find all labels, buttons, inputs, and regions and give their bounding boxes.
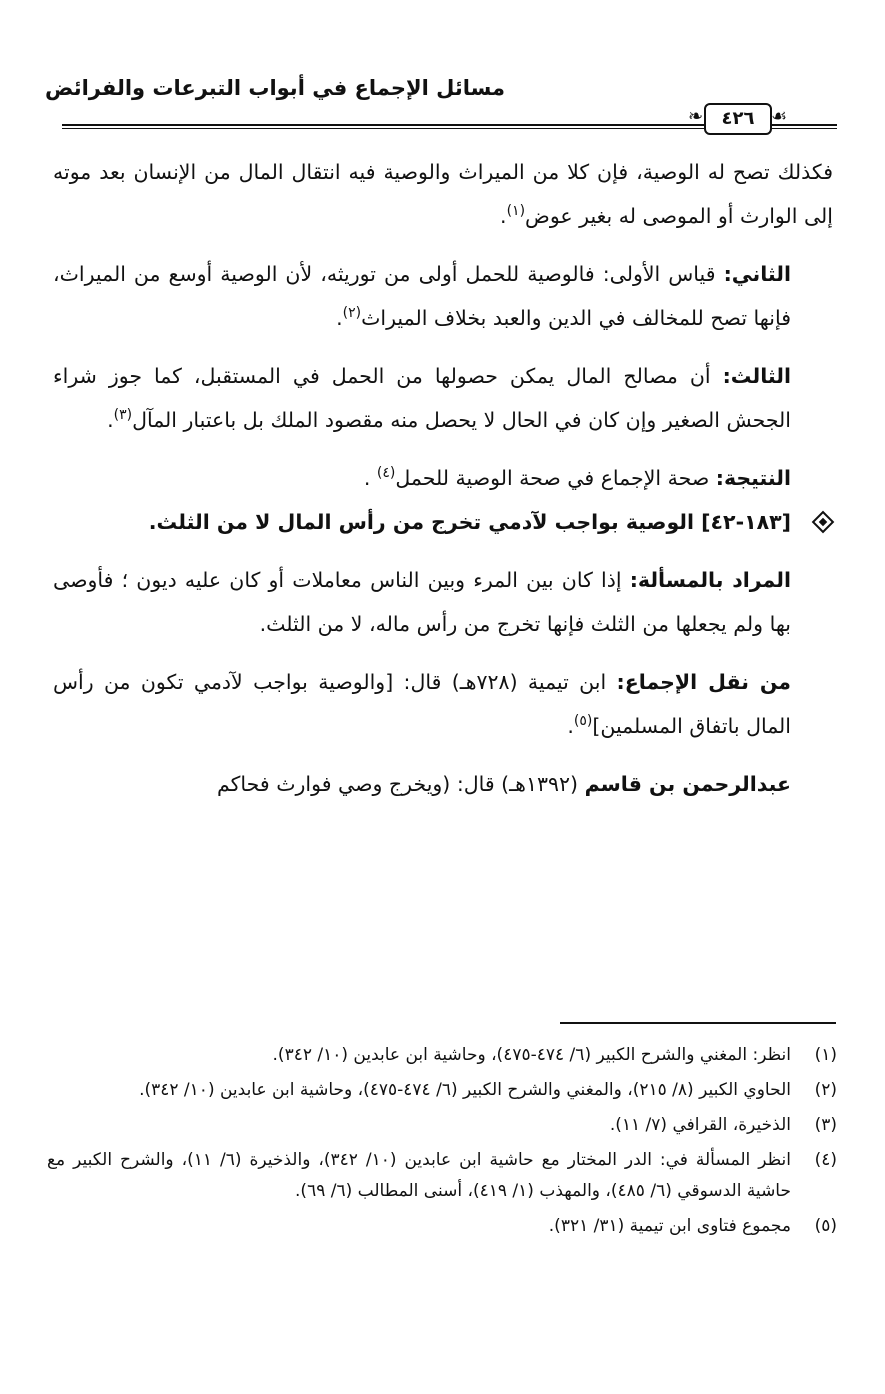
footnote-text: الحاوي الكبير (٨/ ٢١٥)، والمغني والشرح الكبير (٦/ ٤٧٤-٤٧٥)، وحاشية ابن عابدين (١٠/ ٣٤٢). <box>139 1080 791 1100</box>
footnote-number: (٥) <box>814 1216 837 1236</box>
footnote-text: الذخيرة، القرافي (٧/ ١١). <box>609 1115 791 1135</box>
footnote-ref-4[interactable]: (٤) <box>376 465 396 482</box>
paragraph-third: الثالث: أن مصالح المال يمكن حصولها من الحمل في المستقبل، كما جوز شراء الجحش الصغير وإن كان في الحال لا يحصل منه مقصود الملك بل باعتبار المآل$^{(٣)}$. <box>53 364 791 432</box>
main-text <box>53 150 833 806</box>
label-ibn-qasim: عبدالرحمن بن قاسم <box>584 772 791 796</box>
footnote-number: (٤) <box>814 1150 837 1170</box>
footnote-text: انظر: المغني والشرح الكبير (٦/ ٤٧٤-٤٧٥)، وحاشية ابن عابدين (١٠/ ٣٤٢). <box>272 1045 791 1065</box>
diamond-bullet-icon <box>812 511 835 534</box>
footnote-number: (٢) <box>814 1080 837 1100</box>
paragraph-1: فكذلك تصح له الوصية، فإن كلا من الميراث والوصية فيه انتقال المال من الإنسان بعد موته إلى الوارث أو الموصى له بغير عوض$^{(١)}$. <box>53 160 833 228</box>
footnote-ref-1[interactable]: (١) <box>506 203 526 220</box>
footnote-item <box>47 1145 837 1207</box>
footnote-item <box>47 1040 837 1071</box>
label-second: الثاني: <box>723 262 791 286</box>
footnote-text: انظر المسألة في: الدر المختار مع حاشية ابن عابدين (١٠/ ٣٤٢)، والذخيرة (٦/ ١١)، والشرح الكبير مع حاشية الدسوقي (٦/ ٤٨٥)، والمهذب (١/ ٤١٩)، أسنى المطالب (٦/ ٦٩). <box>47 1150 792 1201</box>
label-transmitter: من نقل الإجماع: <box>616 670 791 694</box>
paragraph-result: النتيجة: صحة الإجماع في صحة الوصية للحمل$^{(٤)}$ . <box>363 465 791 490</box>
footnote-item <box>47 1211 837 1242</box>
footnote-number: (١) <box>814 1045 837 1065</box>
footnote-ref-5[interactable]: (٥) <box>573 713 593 730</box>
footnote-number: (٣) <box>814 1115 837 1135</box>
footnote-ref-3[interactable]: (٣) <box>113 407 133 424</box>
ornament-right-icon: ☙ <box>771 106 788 127</box>
page-number: ٤٢٦ <box>704 103 772 135</box>
issue-heading: [١٨٣-٤٢] الوصية بواجب لآدمي تخرج من رأس المال لا من الثلث. <box>53 500 833 544</box>
ornament-left-icon: ❧ <box>688 106 704 127</box>
footnote-ref-2[interactable]: (٢) <box>342 305 362 322</box>
label-result: النتيجة: <box>715 466 791 490</box>
footnote-separator <box>560 1022 836 1024</box>
label-third: الثالث: <box>722 364 791 388</box>
paragraph-transmitter: من نقل الإجماع: ابن تيمية (٧٢٨هـ) قال: [والوصية بواجب لآدمي تكون من رأس المال باتفاق المسلمين]$^{(٥)}$. <box>53 670 791 738</box>
footnote-item <box>47 1075 837 1106</box>
paragraph-meaning: المراد بالمسألة: إذا كان بين المرء وبين الناس معاملات أو كان عليه ديون ؛ فأوصى بها ولم يجعلها من الثلث فإنها تخرج من رأس ماله، لا من الثلث. <box>53 568 791 636</box>
footnote-text: مجموع فتاوى ابن تيمية (٣١/ ٣٢١). <box>548 1216 791 1236</box>
paragraph-second: الثاني: قياس الأولى: فالوصية للحمل أولى من توريثه، لأن الوصية أوسع من الميراث، فإنها تصح للمخالف في الدين والعبد بخلاف الميراث$^{(٢)}$. <box>53 262 791 330</box>
label-meaning: المراد بالمسألة: <box>629 568 791 592</box>
paragraph-ibn-qasim: عبدالرحمن بن قاسم (١٣٩٢هـ) قال: (ويخرج وصي فوارث فحاكم <box>217 772 791 796</box>
footnotes <box>47 1040 837 1246</box>
running-header-title: مسائل الإجماع في أبواب التبرعات والفرائض <box>45 76 505 100</box>
footnote-item <box>47 1110 837 1141</box>
